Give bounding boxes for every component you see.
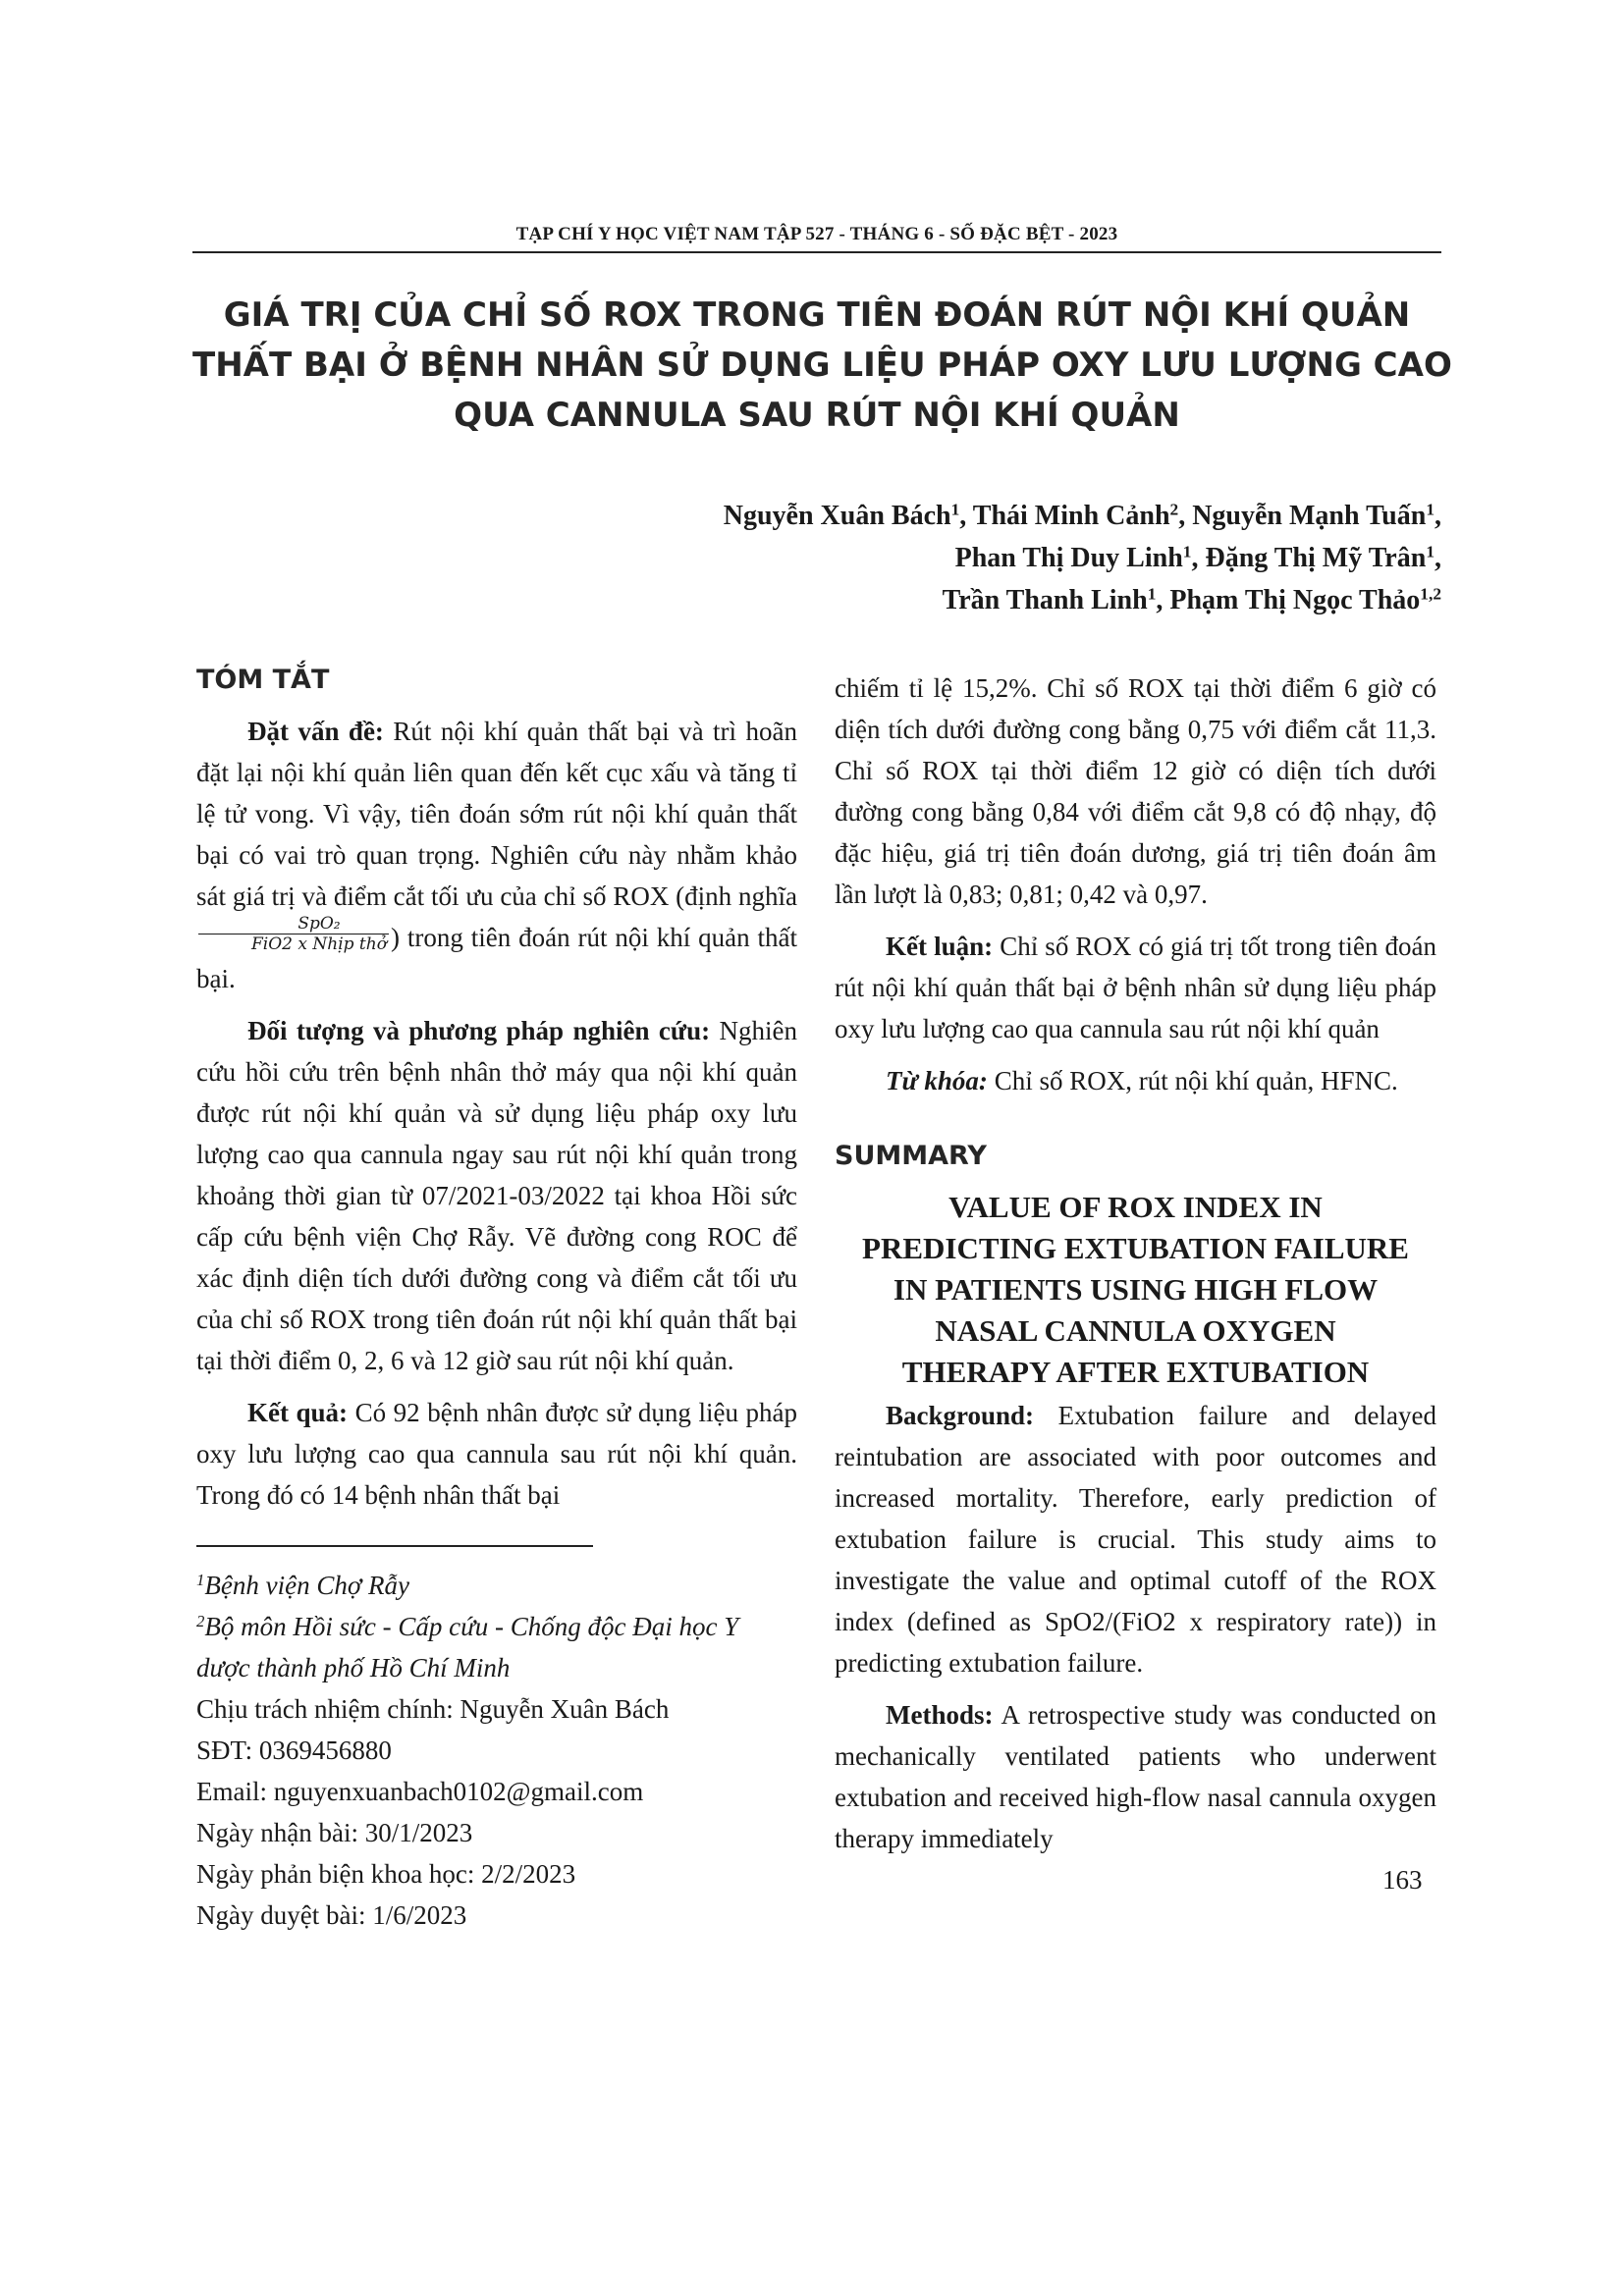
- affiliation-mark: 1: [950, 500, 960, 519]
- abstract-heading: TÓM TẮT: [196, 665, 330, 695]
- title-line: THẤT BẠI Ở BỆNH NHÂN SỬ DỤNG LIỆU PHÁP OXY LƯU LƯỢNG CAO: [192, 346, 1452, 385]
- affiliation-mark: 1,2: [1420, 584, 1441, 604]
- summary-title-line: NASAL CANNULA OXYGEN: [935, 1313, 1336, 1348]
- keywords: [835, 1060, 1436, 1101]
- summary-background-text: Extubation failure and delayed reintubation are associated with poor outcomes and increased mortality. Therefore, early prediction of extubation failure is crucial. This study aims to investigate the value and optimal cutoff of the ROX index (defined as SpO2/(FiO2 x respiratory rate)) in predicting extubation failure.: [835, 1401, 1436, 1678]
- summary-title-line: IN PATIENTS USING HIGH FLOW: [893, 1272, 1379, 1307]
- conclusion-text: Chỉ số ROX có giá trị tốt trong tiên đoán rút nội khí quản thất bại ở bệnh nhân sử dụng liệu pháp oxy lưu lượng cao qua cannula sau rút nội khí quản: [835, 932, 1436, 1043]
- author-name: Phạm Thị Ngọc Thảo: [1169, 585, 1421, 615]
- footnote-mark: 2: [196, 1611, 205, 1630]
- running-header: TẠP CHÍ Y HỌC VIỆT NAM TẬP 527 - THÁNG 6 - SỐ ĐẶC BỆT - 2023: [515, 224, 1118, 244]
- header-rule: [192, 251, 1441, 253]
- footnote-affiliation-1: [196, 1565, 797, 1606]
- date-accepted: Ngày duyệt bài: 1/6/2023: [196, 1900, 467, 1930]
- conclusion-label: Kết luận:: [886, 932, 994, 961]
- author-separator: ,: [1435, 501, 1441, 531]
- author-separator: ,: [1191, 543, 1206, 573]
- date-received: Ngày nhận bài: 30/1/2023: [196, 1818, 473, 1847]
- affiliation-mark: 1: [1426, 500, 1435, 519]
- left-column: [196, 660, 797, 1936]
- abstract-results: [196, 1392, 797, 1516]
- rox-formula: [198, 915, 389, 954]
- footnote-text: Bệnh viện Chợ Rẫy: [204, 1571, 409, 1600]
- summary-title-line: PREDICTING EXTUBATION FAILURE: [862, 1231, 1409, 1265]
- author-list: [361, 495, 1441, 621]
- background-label: Đặt vấn đề:: [247, 717, 384, 746]
- summary-methods-label: Methods:: [886, 1700, 994, 1730]
- summary-methods: [835, 1694, 1436, 1859]
- spacer: [835, 1112, 1436, 1136]
- summary-title-line: THERAPY AFTER EXTUBATION: [901, 1355, 1370, 1389]
- keywords-text: Chỉ số ROX, rút nội khí quản, HFNC.: [987, 1066, 1398, 1095]
- affiliation-mark: 2: [1169, 500, 1179, 519]
- formula-numerator: SpO₂: [298, 913, 341, 934]
- article-title: [192, 291, 1452, 441]
- email-address: Email: nguyenxuanbach0102@gmail.com: [196, 1777, 644, 1806]
- methods-label: Đối tượng và phương pháp nghiên cứu:: [247, 1016, 711, 1045]
- summary-title-line: VALUE OF ROX INDEX IN: [948, 1190, 1323, 1224]
- summary-methods-text: A retrospective study was conducted on mechanically ventilated patients who underwent extubation and received high-flow nasal cannula oxygen therapy immediately: [835, 1700, 1436, 1853]
- footnote-rule: [196, 1545, 593, 1547]
- footnote-affiliation-2: [196, 1606, 797, 1688]
- methods-text: Nghiên cứu hồi cứu trên bệnh nhân thở máy qua nội khí quản được rút nội khí quản và sử dụng liệu pháp oxy lưu lượng cao qua cannula ngay sau rút nội khí quản trong khoảng thời gian từ 07/2021-03/2022 tại khoa Hồi sức cấp cứu bệnh viện Chợ Rẫy. Vẽ đường cong ROC để xác định diện tích dưới đường cong và điểm cắt tối ưu của chỉ số ROX trong tiên đoán rút nội khí quản thất bại tại thời điểm 0, 2, 6 và 12 giờ sau rút nội khí quản.: [196, 1016, 798, 1375]
- author-name: Thái Minh Cảnh: [972, 501, 1170, 531]
- date-reviewed: Ngày phản biện khoa học: 2/2/2023: [196, 1859, 576, 1889]
- footnote-text: Bộ môn Hồi sức - Cấp cứu - Chống độc Đại học Y dược thành phố Hồ Chí Minh: [196, 1612, 739, 1682]
- abstract-results-continued: chiếm tỉ lệ 15,2%. Chỉ số ROX tại thời điểm 6 giờ có diện tích dưới đường cong bằng 0,75 với điểm cắt 11,3. Chỉ số ROX tại thời điểm 12 giờ có diện tích dưới đường cong bằng 0,84 với điểm cắt 9,8 có độ nhạy, độ đặc hiệu, giá trị tiên đoán dương, giá trị tiên đoán âm lần lượt là 0,83; 0,81; 0,42 và 0,97.: [835, 673, 1436, 909]
- author-line: [361, 537, 1441, 579]
- footnote-mark: 1: [196, 1570, 205, 1589]
- author-name: Nguyễn Xuân Bách: [723, 501, 951, 531]
- author-separator: ,: [1435, 543, 1441, 573]
- summary-heading: SUMMARY: [835, 1141, 987, 1171]
- title-line: QUA CANNULA SAU RÚT NỘI KHÍ QUẢN: [454, 396, 1180, 435]
- footnotes: [196, 1565, 797, 1936]
- author-separator: ,: [1156, 585, 1170, 615]
- abstract-methods: [196, 1010, 797, 1381]
- phone-number: SĐT: 0369456880: [196, 1735, 392, 1765]
- keywords-label: Từ khóa:: [886, 1066, 988, 1095]
- affiliation-mark: 1: [1182, 542, 1192, 561]
- corresponding-author: Chịu trách nhiệm chính: Nguyễn Xuân Bách: [196, 1694, 670, 1724]
- abstract-background: [196, 711, 797, 999]
- abstract-conclusion: [835, 926, 1436, 1049]
- right-column: [835, 667, 1436, 1870]
- author-name: Nguyễn Mạnh Tuấn: [1192, 501, 1427, 531]
- author-separator: ,: [1178, 501, 1193, 531]
- author-name: Phan Thị Duy Linh: [954, 543, 1183, 573]
- author-line: [361, 579, 1441, 621]
- formula-denominator: FiO2 x Nhịp thở: [198, 934, 389, 954]
- affiliation-mark: 1: [1426, 542, 1435, 561]
- results-text: Có 92 bệnh nhân được sử dụng liệu pháp oxy lưu lượng cao qua cannula sau rút nội khí quản. Trong đó có 14 bệnh nhân thất bại: [196, 1398, 798, 1510]
- author-separator: ,: [959, 501, 973, 531]
- background-text: Rút nội khí quản thất bại và trì hoãn đặt lại nội khí quản liên quan đến kết cục xấu và tăng tỉ lệ tử vong. Vì vậy, tiên đoán sớm rút nội khí quản thất bại có vai trò quan trọng. Nghiên cứu này nhằm khảo sát giá trị và điểm cắt tối ưu của chỉ số ROX (định nghĩa: [196, 717, 797, 911]
- title-line: GIÁ TRỊ CỦA CHỈ SỐ ROX TRONG TIÊN ĐOÁN RÚT NỘI KHÍ QUẢN: [223, 295, 1411, 335]
- author-line: [361, 495, 1441, 537]
- results-label: Kết quả:: [247, 1398, 349, 1427]
- author-name: Đặng Thị Mỹ Trân: [1205, 543, 1427, 573]
- summary-background: [835, 1395, 1436, 1683]
- background-text-end: ) trong tiên đoán rút nội khí quản thất bại.: [196, 923, 797, 993]
- page-number: 163: [1382, 1865, 1423, 1895]
- summary-title: [835, 1187, 1436, 1393]
- summary-background-label: Background:: [886, 1401, 1035, 1430]
- affiliation-mark: 1: [1147, 584, 1157, 604]
- author-name: Trần Thanh Linh: [942, 585, 1148, 615]
